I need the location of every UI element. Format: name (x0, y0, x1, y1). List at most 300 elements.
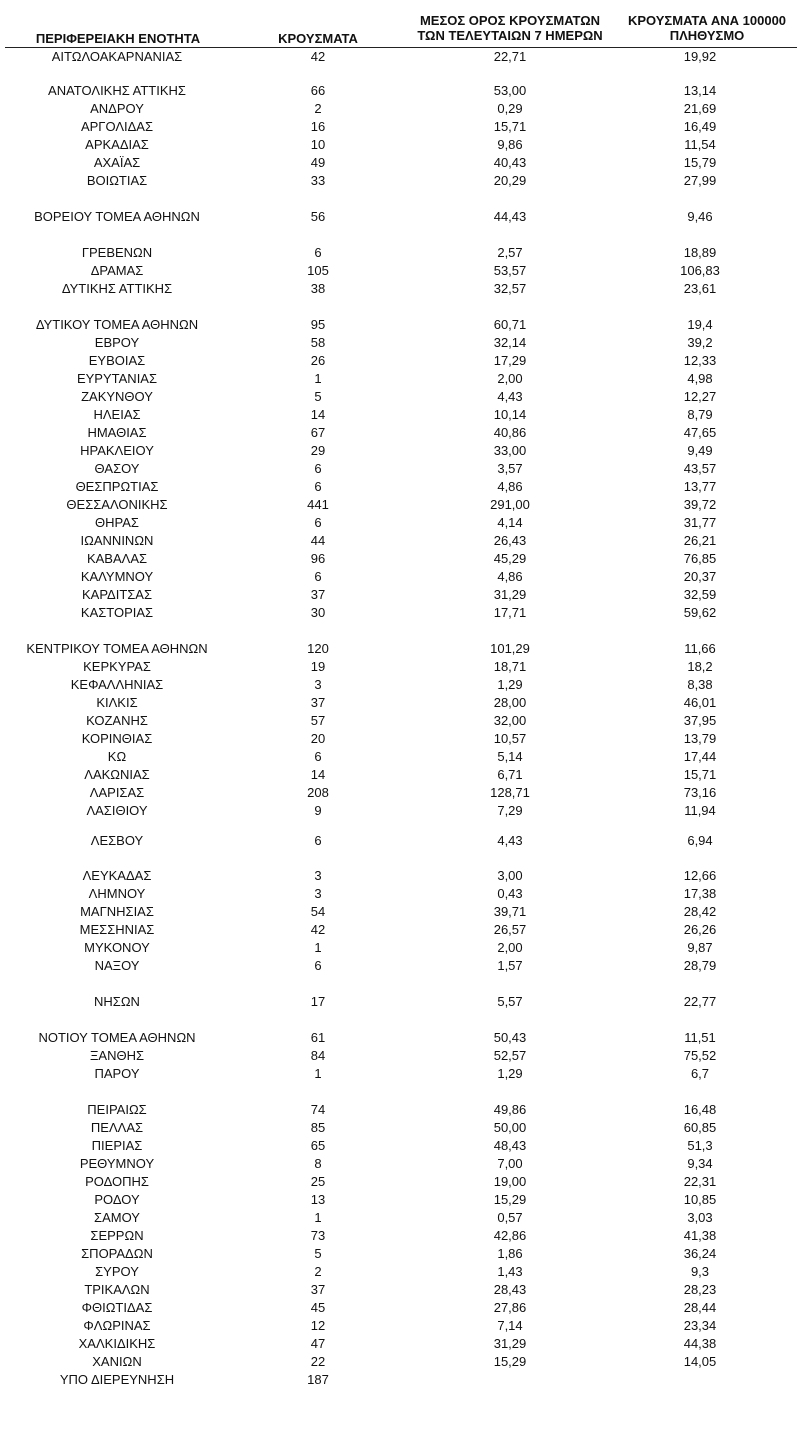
cell-avg7: 0,29 (497, 101, 523, 116)
cell-region: ΣΥΡΟΥ (95, 1264, 139, 1279)
cell-avg7: 32,00 (493, 713, 527, 728)
cell-avg7: 291,00 (490, 497, 530, 512)
cell-region: ΧΑΛΚΙΔΙΚΗΣ (78, 1336, 156, 1351)
cell-avg7: 7,00 (497, 1156, 523, 1171)
cell-region: ΘΑΣΟΥ (94, 461, 140, 476)
cell-cases: 187 (307, 1372, 329, 1387)
table-row (0, 316, 804, 334)
cell-per100k: 37,95 (683, 713, 717, 728)
cell-cases: 1 (314, 1210, 322, 1225)
table-row (0, 640, 804, 658)
cell-region: ΜΥΚΟΝΟΥ (84, 940, 150, 955)
table-row (0, 48, 804, 66)
cell-region: ΑΧΑΪΑΣ (93, 155, 141, 170)
cell-cases: 65 (310, 1138, 326, 1153)
table-row (0, 939, 804, 957)
cell-cases: 1 (314, 371, 322, 386)
cell-cases: 6 (314, 958, 322, 973)
cell-cases: 74 (310, 1102, 326, 1117)
cell-region: ΛΗΜΝΟΥ (88, 886, 146, 901)
cell-per100k: 13,79 (683, 731, 717, 746)
cell-region: ΣΠΟΡΑΔΩΝ (81, 1246, 153, 1261)
cell-per100k: 18,2 (687, 659, 713, 674)
cell-cases: 1 (314, 1066, 322, 1081)
cell-per100k: 28,23 (683, 1282, 717, 1297)
table-row (0, 1227, 804, 1245)
cell-avg7: 1,29 (497, 1066, 523, 1081)
cell-region: ΚΑΛΥΜΝΟΥ (80, 569, 154, 584)
cell-cases: 61 (310, 1030, 326, 1045)
cell-region: ΑΡΚΑΔΙΑΣ (85, 137, 149, 152)
cell-per100k: 11,51 (684, 1030, 716, 1045)
cell-per100k: 19,4 (687, 317, 713, 332)
cell-cases: 73 (310, 1228, 326, 1243)
cell-avg7: 3,00 (497, 868, 523, 883)
cell-avg7: 22,71 (493, 49, 527, 64)
cell-region: ΡΕΘΥΜΝΟΥ (79, 1156, 155, 1171)
cell-region: ΖΑΚΥΝΘΟΥ (81, 389, 153, 404)
cell-avg7: 5,57 (497, 994, 523, 1009)
cell-avg7: 2,57 (497, 245, 523, 260)
cell-per100k: 19,92 (683, 49, 717, 64)
table-row (0, 586, 804, 604)
cell-cases: 44 (310, 533, 326, 548)
cell-avg7: 10,57 (493, 731, 527, 746)
table-row (0, 885, 804, 903)
cell-avg7: 18,71 (493, 659, 527, 674)
cell-per100k: 17,44 (683, 749, 717, 764)
cell-avg7: 15,29 (493, 1192, 527, 1207)
cell-region: ΔΥΤΙΚΟΥ ΤΟΜΕΑ ΑΘΗΝΩΝ (35, 317, 199, 332)
cell-region: ΤΡΙΚΑΛΩΝ (84, 1282, 150, 1297)
cell-avg7: 1,86 (497, 1246, 523, 1261)
cell-avg7: 17,29 (493, 353, 527, 368)
cell-avg7: 26,57 (493, 922, 527, 937)
table-row (0, 1245, 804, 1263)
table-row (0, 244, 804, 262)
cell-region: ΚΑΡΔΙΤΣΑΣ (81, 587, 153, 602)
cell-cases: 29 (310, 443, 326, 458)
cell-per100k: 12,33 (683, 353, 717, 368)
cell-avg7: 4,86 (497, 479, 523, 494)
cell-cases: 14 (310, 767, 326, 782)
table-row (0, 658, 804, 676)
cell-cases: 56 (310, 209, 326, 224)
cell-avg7: 27,86 (493, 1300, 527, 1315)
table-row (0, 694, 804, 712)
cell-cases: 5 (314, 389, 322, 404)
table-row (0, 460, 804, 478)
cell-cases: 49 (310, 155, 326, 170)
table-row (0, 154, 804, 172)
cell-avg7: 60,71 (493, 317, 527, 332)
header-cases: ΚΡΟΥΣΜΑΤΑ (278, 31, 358, 46)
table-row (0, 604, 804, 622)
table-row (0, 118, 804, 136)
cell-avg7: 32,14 (493, 335, 527, 350)
cell-per100k: 73,16 (683, 785, 717, 800)
table-row (0, 766, 804, 784)
cell-region: ΕΒΡΟΥ (94, 335, 140, 350)
cell-cases: 67 (310, 425, 326, 440)
table-row (0, 1119, 804, 1137)
cell-region: ΝΟΤΙΟΥ ΤΟΜΕΑ ΑΘΗΝΩΝ (38, 1030, 196, 1045)
cell-cases: 5 (314, 1246, 322, 1261)
cell-region: ΠΕΙΡΑΙΩΣ (87, 1102, 147, 1117)
table-row (0, 1299, 804, 1317)
cell-region: ΥΠΟ ΔΙΕΡΕΥΝΗΣΗ (59, 1372, 175, 1387)
cell-cases: 6 (314, 749, 322, 764)
table-row (0, 568, 804, 586)
cell-region: ΦΘΙΩΤΙΔΑΣ (81, 1300, 153, 1315)
cell-avg7: 4,43 (497, 389, 523, 404)
cell-region: ΒΟΡΕΙΟΥ ΤΟΜΕΑ ΑΘΗΝΩΝ (34, 209, 200, 224)
cell-cases: 57 (310, 713, 326, 728)
cell-cases: 22 (310, 1354, 326, 1369)
cell-cases: 13 (310, 1192, 326, 1207)
table-row (0, 262, 804, 280)
cell-avg7: 33,00 (493, 443, 527, 458)
cell-cases: 6 (314, 461, 322, 476)
cell-avg7: 31,29 (493, 1336, 527, 1351)
table-row (0, 550, 804, 568)
cell-region: ΦΛΩΡΙΝΑΣ (83, 1318, 151, 1333)
cell-per100k: 6,7 (690, 1066, 710, 1081)
cell-per100k: 44,38 (683, 1336, 717, 1351)
table-row (0, 424, 804, 442)
cell-cases: 6 (314, 245, 322, 260)
cell-region: ΞΑΝΘΗΣ (89, 1048, 145, 1063)
cell-per100k: 75,52 (683, 1048, 717, 1063)
cell-per100k: 51,3 (687, 1138, 713, 1153)
cell-cases: 105 (307, 263, 329, 278)
cell-cases: 9 (314, 803, 322, 818)
cell-per100k: 14,05 (683, 1354, 717, 1369)
cell-region: ΗΛΕΙΑΣ (93, 407, 141, 422)
cell-region: ΗΡΑΚΛΕΙΟΥ (80, 443, 154, 458)
cell-region: ΚΩ (107, 749, 127, 764)
table-row (0, 1047, 804, 1065)
cell-per100k: 9,34 (687, 1156, 713, 1171)
cell-cases: 6 (314, 833, 322, 848)
cell-region: ΛΕΣΒΟΥ (90, 833, 144, 848)
cell-avg7: 2,00 (497, 940, 523, 955)
cell-avg7: 17,71 (493, 605, 527, 620)
cell-region: ΒΟΙΩΤΙΑΣ (86, 173, 148, 188)
cell-cases: 441 (307, 497, 329, 512)
cell-cases: 8 (314, 1156, 322, 1171)
table-row (0, 802, 804, 820)
cell-per100k: 23,61 (683, 281, 717, 296)
cell-per100k: 26,21 (683, 533, 717, 548)
cell-region: ΚΟΡΙΝΘΙΑΣ (81, 731, 153, 746)
cell-cases: 84 (310, 1048, 326, 1063)
header-avg7-line2: ΤΩΝ ΤΕΛΕΥΤΑΙΩΝ 7 ΗΜΕΡΩΝ (417, 28, 603, 43)
cell-region: ΛΑΚΩΝΙΑΣ (84, 767, 150, 782)
cell-cases: 37 (310, 1282, 326, 1297)
cell-per100k: 3,03 (687, 1210, 713, 1225)
table-row (0, 1263, 804, 1281)
cell-per100k: 9,3 (690, 1264, 710, 1279)
cell-region: ΔΥΤΙΚΗΣ ΑΤΤΙΚΗΣ (61, 281, 173, 296)
table-row (0, 82, 804, 100)
table-row (0, 280, 804, 298)
cell-avg7: 0,43 (497, 886, 523, 901)
cell-avg7: 53,00 (493, 83, 527, 98)
table-row (0, 1137, 804, 1155)
table-row (0, 1281, 804, 1299)
cell-cases: 2 (314, 101, 322, 116)
cell-cases: 6 (314, 569, 322, 584)
cell-cases: 6 (314, 479, 322, 494)
cell-region: ΚΙΛΚΙΣ (96, 695, 138, 710)
table-row (0, 1173, 804, 1191)
cell-avg7: 53,57 (493, 263, 527, 278)
cell-cases: 42 (310, 922, 326, 937)
cell-cases: 3 (314, 677, 322, 692)
table-row (0, 514, 804, 532)
table-row (0, 370, 804, 388)
cell-region: ΛΑΣΙΘΙΟΥ (86, 803, 148, 818)
cell-avg7: 9,86 (497, 137, 523, 152)
cell-per100k: 46,01 (683, 695, 717, 710)
cell-avg7: 28,00 (493, 695, 527, 710)
cell-region: ΘΕΣΠΡΩΤΙΑΣ (75, 479, 159, 494)
table-row (0, 136, 804, 154)
header-avg7 (415, 13, 605, 43)
cell-cases: 37 (310, 695, 326, 710)
cell-avg7: 31,29 (493, 587, 527, 602)
cell-cases: 42 (310, 49, 326, 64)
table-row (0, 903, 804, 921)
cell-avg7: 20,29 (493, 173, 527, 188)
cell-avg7: 45,29 (493, 551, 527, 566)
cell-cases: 33 (310, 173, 326, 188)
table-row (0, 1191, 804, 1209)
cell-region: ΡΟΔΟΠΗΣ (85, 1174, 149, 1189)
cell-region: ΘΕΣΣΑΛΟΝΙΚΗΣ (66, 497, 168, 512)
cell-per100k: 10,85 (683, 1192, 717, 1207)
cell-per100k: 8,79 (687, 407, 713, 422)
cell-per100k: 31,77 (683, 515, 717, 530)
cell-per100k: 11,94 (684, 803, 716, 818)
cell-avg7: 3,57 (497, 461, 523, 476)
cell-cases: 20 (310, 731, 326, 746)
cell-per100k: 22,31 (683, 1174, 717, 1189)
cell-avg7: 26,43 (493, 533, 527, 548)
cell-per100k: 8,38 (687, 677, 713, 692)
table-row (0, 867, 804, 885)
cell-region: ΝΗΣΩΝ (94, 994, 140, 1009)
cell-region: ΜΕΣΣΗΝΙΑΣ (79, 922, 155, 937)
cell-region: ΚΕΡΚΥΡΑΣ (83, 659, 151, 674)
table-row (0, 1317, 804, 1335)
cell-per100k: 11,54 (684, 137, 716, 152)
cell-region: ΕΥΒΟΙΑΣ (88, 353, 146, 368)
cell-avg7: 49,86 (493, 1102, 527, 1117)
table-row (0, 1335, 804, 1353)
cell-cases: 3 (314, 868, 322, 883)
cell-region: ΗΜΑΘΙΑΣ (87, 425, 147, 440)
cell-cases: 19 (310, 659, 326, 674)
cell-per100k: 39,72 (683, 497, 717, 512)
cell-cases: 12 (310, 1318, 326, 1333)
cell-avg7: 4,43 (497, 833, 523, 848)
cell-per100k: 13,14 (683, 83, 717, 98)
cell-per100k: 20,37 (683, 569, 717, 584)
cell-region: ΚΕΝΤΡΙΚΟΥ ΤΟΜΕΑ ΑΘΗΝΩΝ (26, 641, 208, 656)
cell-cases: 54 (310, 904, 326, 919)
cell-avg7: 101,29 (490, 641, 530, 656)
table-row (0, 478, 804, 496)
table-row (0, 442, 804, 460)
cell-per100k: 36,24 (683, 1246, 717, 1261)
cell-per100k: 32,59 (683, 587, 717, 602)
cell-region: ΚΟΖΑΝΗΣ (86, 713, 148, 728)
cell-per100k: 23,34 (683, 1318, 717, 1333)
table-row (0, 496, 804, 514)
table-row (0, 730, 804, 748)
cell-avg7: 2,00 (497, 371, 523, 386)
cell-avg7: 7,29 (497, 803, 523, 818)
cell-cases: 208 (307, 785, 329, 800)
cell-region: ΠΑΡΟΥ (94, 1066, 140, 1081)
table-row (0, 993, 804, 1011)
cell-per100k: 13,77 (683, 479, 717, 494)
cell-per100k: 39,2 (687, 335, 713, 350)
cell-cases: 38 (310, 281, 326, 296)
cell-avg7: 5,14 (497, 749, 523, 764)
cell-avg7: 1,43 (497, 1264, 523, 1279)
cell-avg7: 39,71 (493, 904, 527, 919)
cell-per100k: 28,44 (683, 1300, 717, 1315)
cell-region: ΑΝΑΤΟΛΙΚΗΣ ΑΤΤΙΚΗΣ (48, 83, 186, 98)
cell-region: ΜΑΓΝΗΣΙΑΣ (80, 904, 154, 919)
table-row (0, 1353, 804, 1371)
cell-per100k: 17,38 (683, 886, 717, 901)
cell-region: ΠΕΛΛΑΣ (90, 1120, 144, 1135)
cell-cases: 2 (314, 1264, 322, 1279)
cell-cases: 85 (310, 1120, 326, 1135)
cell-cases: 16 (310, 119, 326, 134)
cell-per100k: 4,98 (687, 371, 713, 386)
table-row (0, 406, 804, 424)
cell-per100k: 6,94 (687, 833, 713, 848)
cell-per100k: 43,57 (683, 461, 717, 476)
cell-cases: 45 (310, 1300, 326, 1315)
cell-per100k: 59,62 (683, 605, 717, 620)
table-header (0, 0, 804, 48)
cell-avg7: 10,14 (493, 407, 527, 422)
header-region: ΠΕΡΙΦΕΡΕΙΑΚΗ ΕΝΟΤΗΤΑ (35, 31, 201, 46)
cell-region: ΚΕΦΑΛΛΗΝΙΑΣ (70, 677, 164, 692)
cell-region: ΔΡΑΜΑΣ (90, 263, 144, 278)
cell-per100k: 26,26 (683, 922, 717, 937)
cell-avg7: 50,43 (493, 1030, 527, 1045)
cell-avg7: 4,14 (497, 515, 523, 530)
table-row (0, 748, 804, 766)
cell-cases: 25 (310, 1174, 326, 1189)
cell-cases: 1 (314, 940, 322, 955)
cell-cases: 95 (310, 317, 326, 332)
cell-region: ΙΩΑΝΝΙΝΩΝ (80, 533, 154, 548)
cell-avg7: 7,14 (497, 1318, 523, 1333)
cell-per100k: 16,49 (683, 119, 717, 134)
cell-region: ΚΑΣΤΟΡΙΑΣ (80, 605, 154, 620)
cell-region: ΓΡΕΒΕΝΩΝ (81, 245, 153, 260)
cell-per100k: 16,48 (683, 1102, 717, 1117)
cell-region: ΝΑΞΟΥ (94, 958, 140, 973)
cell-cases: 30 (310, 605, 326, 620)
cell-per100k: 12,27 (683, 389, 717, 404)
cell-per100k: 27,99 (683, 173, 717, 188)
cell-per100k: 12,66 (683, 868, 717, 883)
cell-cases: 10 (310, 137, 326, 152)
cell-avg7: 42,86 (493, 1228, 527, 1243)
cell-cases: 47 (310, 1336, 326, 1351)
cell-per100k: 21,69 (683, 101, 717, 116)
cell-per100k: 15,71 (683, 767, 717, 782)
cell-per100k: 9,49 (687, 443, 713, 458)
cell-per100k: 9,87 (687, 940, 713, 955)
cell-avg7: 1,29 (497, 677, 523, 692)
cell-avg7: 48,43 (493, 1138, 527, 1153)
cell-avg7: 40,43 (493, 155, 527, 170)
table-row (0, 921, 804, 939)
cell-avg7: 28,43 (493, 1282, 527, 1297)
cell-cases: 96 (310, 551, 326, 566)
cell-region: ΚΑΒΑΛΑΣ (86, 551, 148, 566)
table-row (0, 1101, 804, 1119)
cell-per100k: 106,83 (680, 263, 720, 278)
cell-avg7: 15,71 (493, 119, 527, 134)
cell-avg7: 6,71 (497, 767, 523, 782)
cell-avg7: 15,29 (493, 1354, 527, 1369)
cell-per100k: 9,46 (687, 209, 713, 224)
table-row (0, 1209, 804, 1227)
cell-per100k: 60,85 (683, 1120, 717, 1135)
cell-avg7: 19,00 (493, 1174, 527, 1189)
cell-avg7: 40,86 (493, 425, 527, 440)
cell-region: ΣΕΡΡΩΝ (90, 1228, 144, 1243)
cell-region: ΠΙΕΡΙΑΣ (91, 1138, 143, 1153)
table-row (0, 712, 804, 730)
cell-region: ΡΟΔΟΥ (94, 1192, 140, 1207)
table-row (0, 1065, 804, 1083)
cell-cases: 66 (310, 83, 326, 98)
table-row (0, 532, 804, 550)
cell-cases: 37 (310, 587, 326, 602)
cell-cases: 6 (314, 515, 322, 530)
cell-avg7: 50,00 (493, 1120, 527, 1135)
header-avg7-line1: ΜΕΣΟΣ ΟΡΟΣ ΚΡΟΥΣΜΑΤΩΝ (419, 13, 601, 28)
cell-region: ΧΑΝΙΩΝ (92, 1354, 142, 1369)
cell-region: ΑΡΓΟΛΙΔΑΣ (80, 119, 154, 134)
table-row (0, 100, 804, 118)
cell-per100k: 11,66 (684, 641, 716, 656)
cell-per100k: 47,65 (683, 425, 717, 440)
cell-avg7: 4,86 (497, 569, 523, 584)
table-row (0, 1155, 804, 1173)
cell-per100k: 15,79 (683, 155, 717, 170)
table-row (0, 1371, 804, 1389)
cell-region: ΣΑΜΟΥ (94, 1210, 140, 1225)
table-row (0, 676, 804, 694)
cell-avg7: 32,57 (493, 281, 527, 296)
table-row (0, 1029, 804, 1047)
cell-avg7: 52,57 (493, 1048, 527, 1063)
cell-cases: 3 (314, 886, 322, 901)
